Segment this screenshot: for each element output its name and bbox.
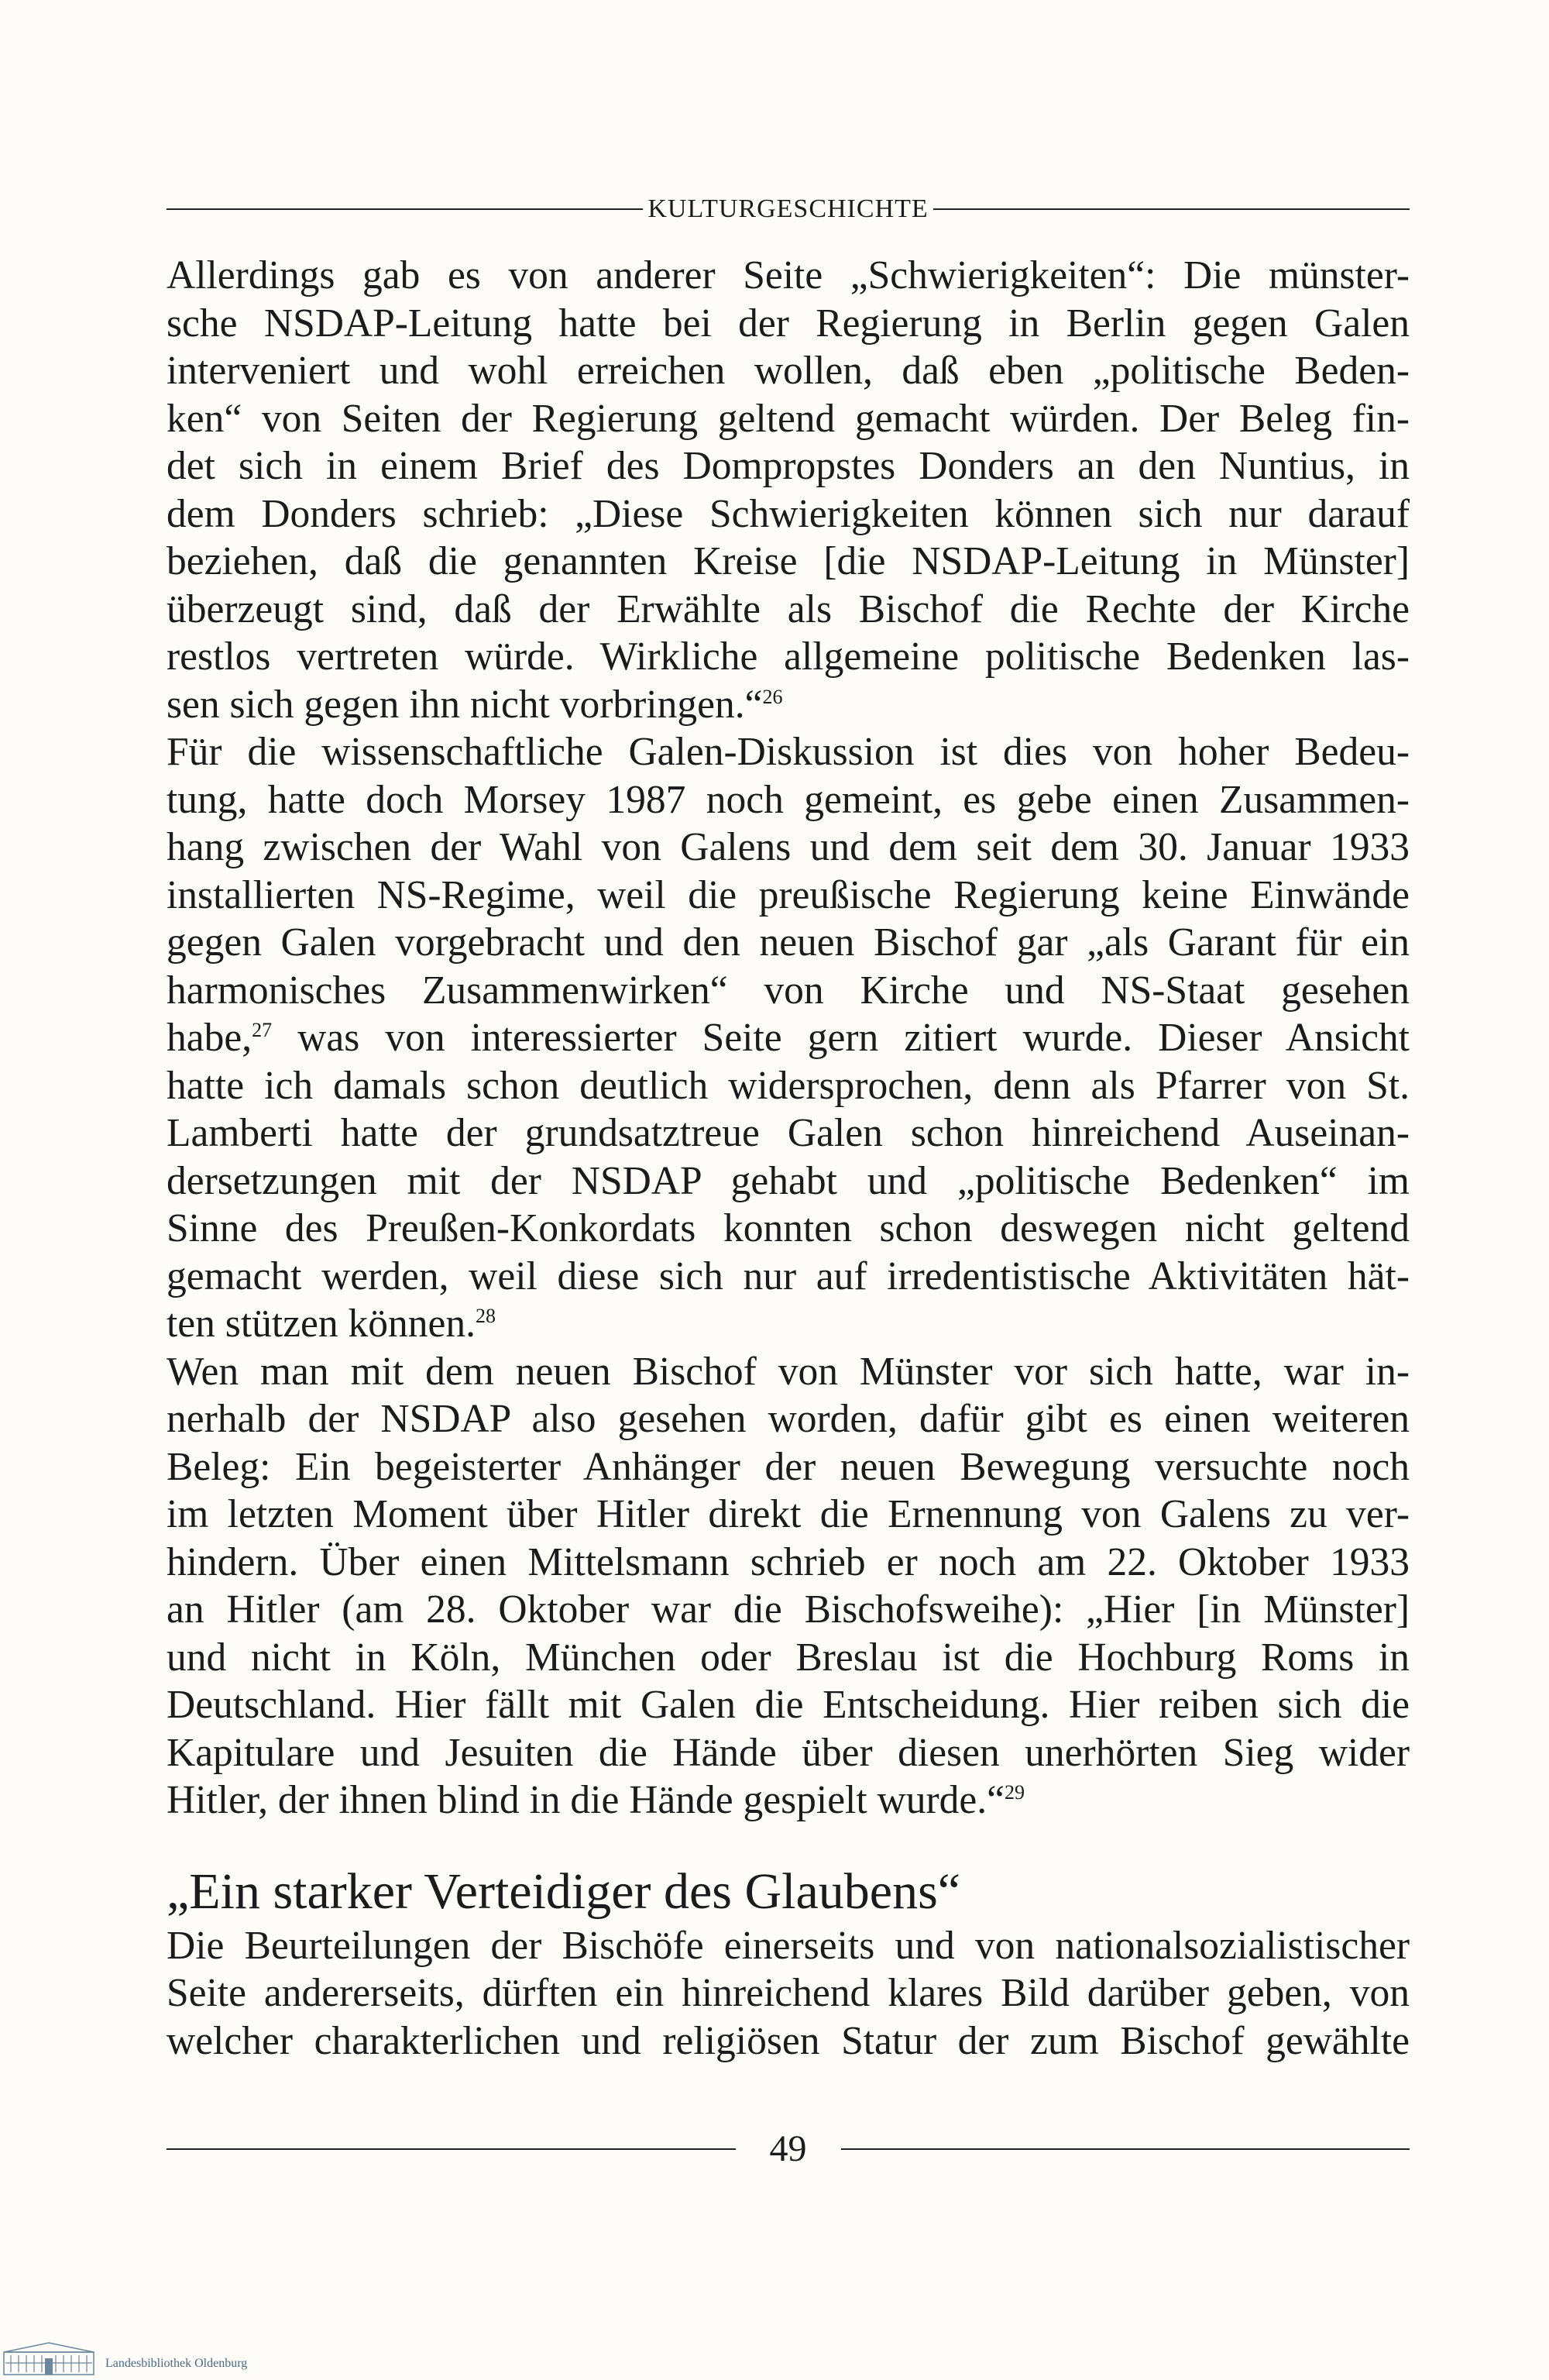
text-line: hatte ich damals schon deutlich widersprochen, denn als Pfarrer von St.	[167, 1063, 1410, 1108]
text-line: sche NSDAP-Leitung hatte bei der Regierung in Berlin gegen Galen	[167, 301, 1410, 346]
text-line: Sinne des Preußen-Konkordats konnten schon deswegen nicht geltend	[167, 1206, 1410, 1250]
text-line: Lamberti hatte der grundsatztreue Galen schon hinreichend Auseinan-	[167, 1111, 1410, 1155]
paragraph-3	[167, 1348, 1410, 1825]
running-header	[167, 194, 1410, 225]
footnote-ref-29: 29	[1004, 1780, 1025, 1804]
text-line: im letzten Moment über Hitler direkt die Ernennung von Galens zu ver-	[167, 1492, 1410, 1536]
text-line: an Hitler (am 28. Oktober war die Bischofsweihe): „Hier [in Münster]	[167, 1587, 1410, 1632]
text-line: Seite andererseits, dürften ein hinreichend klares Bild darüber geben, von	[167, 1971, 1410, 2015]
text-line: beziehen, daß die genannten Kreise [die NSDAP-Leitung in Münster]	[167, 539, 1410, 583]
text-line: det sich in einem Brief des Dompropstes Donders an den Nuntius, in	[167, 444, 1410, 488]
running-title: KULTURGESCHICHTE	[647, 194, 929, 223]
page-number: 49	[769, 2128, 807, 2169]
text-line: harmonisches Zusammenwirken“ von Kirche und NS-Staat gesehen	[167, 968, 1410, 1013]
section-heading: „Ein starker Verteidiger des Glaubens“	[167, 1862, 961, 1920]
text-line: Die Beurteilungen der Bischöfe einerseits und von nationalsozialistischer	[167, 1923, 1410, 1968]
text-line	[167, 1014, 1410, 1062]
footnote-ref-27: 27	[252, 1018, 273, 1041]
header-rule-right	[933, 208, 1410, 210]
footnote-ref-28: 28	[476, 1304, 496, 1327]
text-line: welcher charakterlichen und religiösen Statur der zum Bischof gewählte	[167, 2018, 1410, 2063]
text-line: interveniert und wohl erreichen wollen, daß eben „politische Beden-	[167, 349, 1410, 393]
text-line: Kapitulare und Jesuiten die Hände über diesen unerhörten Sieg wider	[167, 1730, 1410, 1775]
body-text	[167, 252, 1410, 2065]
paragraph-4	[167, 1922, 1410, 2065]
footer-rule-right	[841, 2148, 1410, 2150]
text-line: Für die wissenschaftliche Galen-Diskussion ist dies von hoher Bedeu-	[167, 730, 1410, 774]
text-line: Beleg: Ein begeisterter Anhänger der neuen Bewegung versuchte noch	[167, 1444, 1410, 1489]
text-line: ken“ von Seiten der Regierung geltend gemacht würden. Der Beleg fin-	[167, 396, 1410, 441]
text-line: hindern. Über einen Mittelsmann schrieb er noch am 22. Oktober 1933	[167, 1539, 1410, 1584]
library-watermark	[0, 2334, 1549, 2380]
text-line: Wen man mit dem neuen Bischof von Münster vor sich hatte, war in-	[167, 1349, 1410, 1394]
text-line: gemacht werden, weil diese sich nur auf irredentistische Aktivitäten hät-	[167, 1254, 1410, 1298]
text-line: hang zwischen der Wahl von Galens und dem seit dem 30. Januar 1933	[167, 825, 1410, 869]
library-name: Landesbibliothek Oldenburg	[105, 2357, 248, 2370]
header-rule-left	[167, 208, 643, 210]
text-line: installierten NS-Regime, weil die preußische Regierung keine Einwände	[167, 872, 1410, 917]
text-line: tung, hatte doch Morsey 1987 noch gemeint, es gebe einen Zusammen-	[167, 777, 1410, 822]
text-line: Allerdings gab es von anderer Seite „Schwierigkeiten“: Die münster-	[167, 253, 1410, 298]
text-line	[167, 1300, 1410, 1348]
text-line: dersetzungen mit der NSDAP gehabt und „politische Bedenken“ im	[167, 1158, 1410, 1203]
text-run: ten stützen können.	[167, 1302, 476, 1346]
text-run: sen sich gegen ihn nicht vorbringen.“	[167, 682, 763, 727]
text-line: und nicht in Köln, München oder Breslau ist die Hochburg Roms in	[167, 1635, 1410, 1680]
paragraph-1	[167, 252, 1410, 728]
text-line	[167, 681, 1410, 729]
text-line	[167, 1776, 1410, 1825]
text-run: was von interessierter Seite gern zitiert wurde. Dieser Ansicht	[272, 1016, 1410, 1060]
text-line: überzeugt sind, daß der Erwählte als Bischof die Rechte der Kirche	[167, 586, 1410, 631]
text-line: Deutschland. Hier fällt mit Galen die Entscheidung. Hier reiben sich die	[167, 1683, 1410, 1727]
text-line: restlos vertreten würde. Wirkliche allgemeine politische Bedenken las-	[167, 635, 1410, 679]
text-line: dem Donders schrieb: „Diese Schwierigkeiten können sich nur darauf	[167, 491, 1410, 536]
paragraph-2	[167, 728, 1410, 1348]
text-line: nerhalb der NSDAP also gesehen worden, dafür gibt es einen weiteren	[167, 1397, 1410, 1441]
footnote-ref-26: 26	[762, 685, 783, 708]
footer-rule-left	[167, 2148, 736, 2150]
text-run: Hitler, der ihnen blind in die Hände gespielt wurde.“	[167, 1778, 1005, 1822]
text-line: gegen Galen vorgebracht und den neuen Bischof gar „als Garant für ein	[167, 920, 1410, 965]
page-footer	[167, 2127, 1410, 2171]
text-run: habe,	[167, 1016, 252, 1060]
library-building-icon	[3, 2341, 94, 2375]
